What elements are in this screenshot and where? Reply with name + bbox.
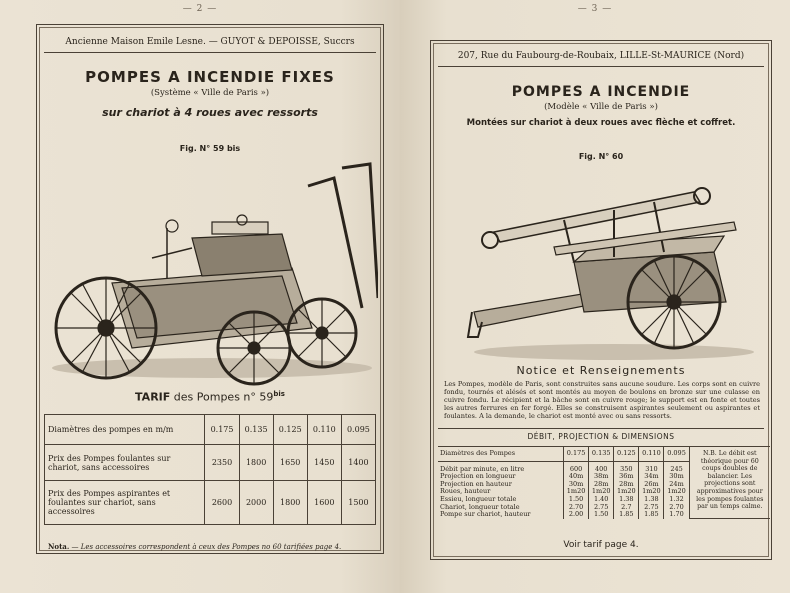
spec-cell: 2.75 [639, 504, 664, 512]
company-header: Ancienne Maison Emile Lesne. — GUYOT & DÉPOISSE, Succrs [65, 37, 355, 47]
spec-cell: 36m [614, 473, 639, 481]
price-cell: 2350 [205, 445, 239, 481]
spec-cell: 1.50 [564, 496, 589, 504]
page-subtitle: (Modèle « Ville de Paris ») [544, 102, 658, 112]
frame-inner-border [39, 27, 381, 551]
spec-cell: 1m20 [664, 488, 689, 496]
spec-cell: 2.00 [564, 511, 589, 519]
price-cell: 2600 [205, 481, 239, 525]
diameter-cell: 0.095 [664, 447, 689, 462]
spec-cell: 1.85 [639, 511, 664, 519]
frame-inner-border [433, 43, 769, 557]
spec-cell: 1.38 [614, 496, 639, 504]
diameter-cell: 0.175 [205, 415, 239, 445]
diameter-label: Diamètres des Pompes [438, 447, 564, 462]
spec-cell: 34m [639, 473, 664, 481]
right-page [400, 0, 790, 593]
page-tagline: Montées sur chariot à deux roues avec flèche et coffret. [466, 118, 736, 128]
section-divider [438, 428, 764, 429]
page-subtitle: (Système « Ville de Paris ») [150, 88, 270, 98]
row-label: Débit par minute, en litre [440, 464, 525, 473]
figure-label: Fig. N° 59 bis [179, 144, 241, 153]
spec-cell: 310 [639, 461, 664, 473]
price-cell: 1650 [273, 445, 307, 481]
specs-table [438, 446, 770, 519]
spec-cell: 400 [589, 461, 614, 473]
spec-cell: 1.85 [614, 511, 639, 519]
table-row [438, 447, 770, 462]
spec-cell: 2.70 [564, 504, 589, 512]
row-label: Prix des Pompes aspirantes et foulantes sur chariot, sans accessoires [45, 481, 205, 525]
price-table [44, 414, 376, 525]
spec-cell: 1m20 [639, 488, 664, 496]
spec-cell: 2.75 [589, 504, 614, 512]
header-divider [44, 52, 376, 53]
diameter-cell: 0.125 [273, 415, 307, 445]
spec-cell: 2.7 [614, 504, 639, 512]
row-label: Prix des Pompes foulantes sur chariot, sans accessoires [45, 445, 205, 481]
table-row [45, 481, 376, 525]
row-label: Pompe sur chariot, hauteur [440, 510, 531, 519]
company-address: 207, Rue du Faubourg-de-Roubaix, LILLE-St-MAURICE (Nord) [457, 51, 745, 61]
spec-cell: 26m [639, 481, 664, 489]
spec-cell: 38m [589, 473, 614, 481]
price-cell: 1600 [307, 481, 341, 525]
spec-cell: 2.70 [664, 504, 689, 512]
spec-cell: 24m [664, 481, 689, 489]
page-title: POMPES A INCENDIE [511, 84, 691, 100]
spec-cell: 1.70 [664, 511, 689, 519]
row-label: Projection en longueur [440, 472, 516, 481]
diameter-cell: 0.125 [614, 447, 639, 462]
footnote-label: Nota. [48, 542, 70, 551]
price-cell: 1500 [341, 481, 375, 525]
spec-cell: 28m [589, 481, 614, 489]
spec-cell: 40m [564, 473, 589, 481]
spec-cell: 1m20 [564, 488, 589, 496]
nb-note: N.B. Le débit est théorique pour 60 coups doubles de balancier. Les projections sont approximatives pour les pompes foulantes par un temps calme. [689, 447, 770, 519]
row-label: Projection en hauteur [440, 479, 512, 488]
header-divider [438, 66, 764, 67]
tarif-text: des Pompes n° 59 [170, 390, 274, 404]
footnote-text: — Les accessoires correspondent à ceux des Pompes no 60 tarifiées page 4. [69, 543, 342, 551]
spec-cell: 1.32 [664, 496, 689, 504]
row-label: Chariot, longueur totale [440, 502, 520, 511]
spec-cell: 350 [614, 461, 639, 473]
spec-cell: 1.38 [639, 496, 664, 504]
see-tarif-note: Voir tarif page 4. [563, 540, 639, 550]
price-cell: 1800 [239, 445, 273, 481]
row-label: Essieu, longueur totale [440, 494, 517, 503]
tarif-word: TARIF [135, 390, 171, 404]
spec-cell: 30m [664, 473, 689, 481]
spec-cell: 28m [614, 481, 639, 489]
figure-label: Fig. N° 60 [578, 152, 624, 161]
table-row [45, 445, 376, 481]
diameter-cell: 0.110 [639, 447, 664, 462]
diameter-cell: 0.175 [564, 447, 589, 462]
tarif-sup: bis [273, 390, 285, 398]
diameter-cell: 0.135 [239, 415, 273, 445]
diameter-cell: 0.095 [341, 415, 375, 445]
price-cell: 1400 [341, 445, 375, 481]
page-frame [430, 40, 772, 560]
spec-cell: 1.40 [589, 496, 614, 504]
price-cell: 1450 [307, 445, 341, 481]
diameter-cell: 0.110 [307, 415, 341, 445]
spec-cell: 30m [564, 481, 589, 489]
debit-heading: DÉBIT, PROJECTION & DIMENSIONS [527, 432, 675, 441]
two-wheel-pump-engraving [464, 162, 754, 362]
page-frame [36, 24, 384, 554]
price-cell: 2000 [239, 481, 273, 525]
page-title: POMPES A INCENDIE FIXES [85, 68, 335, 86]
notice-heading: Notice et Renseignements [516, 364, 686, 377]
table-row [45, 415, 376, 445]
price-cell: 1800 [273, 481, 307, 525]
footnote [48, 542, 374, 551]
spec-cell: 245 [664, 461, 689, 473]
diameter-label: Diamètres des pompes en m/m [45, 415, 205, 445]
page-number: — 2 — [182, 4, 218, 14]
tarif-heading [40, 390, 380, 404]
four-wheel-pump-engraving [42, 158, 378, 388]
spec-cell: 600 [564, 461, 589, 473]
diameter-cell: 0.135 [589, 447, 614, 462]
spec-cell: 1m20 [614, 488, 639, 496]
notice-paragraph: Les Pompes, modèle de Paris, sont construites sans aucune soudure. Les corps sont en cuivre fondu, tournés et alésés et sont montés au moyen de boulons en bronze sur une culasse en cuivre fondu. Le récipient et la bâche sont en cuivre rouge; le support est en fonte et toutes les autres ferrures en fer forgé. Elles se construisent aspirantes seulement ou aspirantes et foulantes. A la demande, le chariot est monté avec ou sans ressorts. [444, 380, 760, 420]
spec-cell: 1.50 [589, 511, 614, 519]
spec-cell: 1m20 [589, 488, 614, 496]
page-number: — 3 — [577, 4, 613, 14]
page-tagline: sur chariot à 4 roues avec ressorts [102, 106, 318, 119]
row-label: Roues, hauteur [440, 487, 491, 496]
